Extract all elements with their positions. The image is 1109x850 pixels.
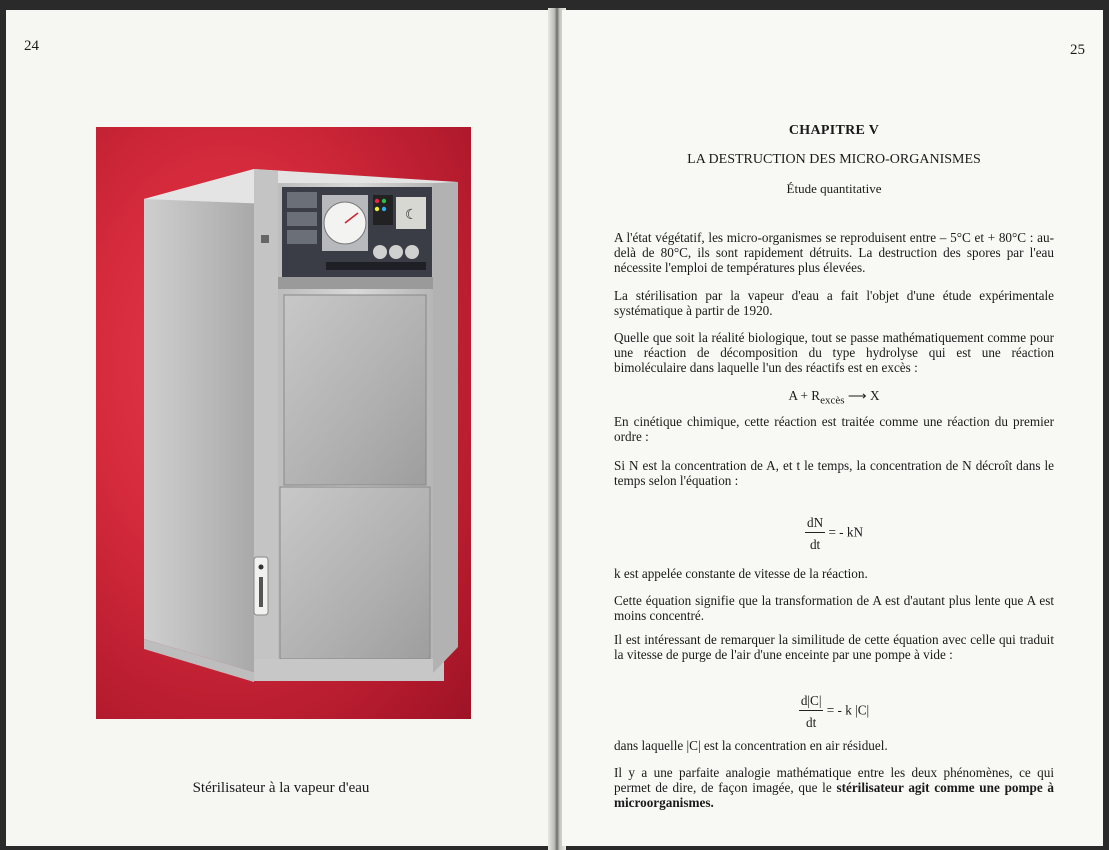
paragraph: A l'état végétatif, les micro-organismes se reproduisent entre – 5°C et + 80°C : au-delà de 80°C, ils sont rapidement détruits. La destruction des spores par l'eau nécessite l'emploi de températures plus élevées. [614, 230, 1054, 275]
paragraph-text: Il y a une parfaite analogie mathématique entre les deux phénomènes, ce qui permet de dire, de façon imagée, que le [614, 765, 1054, 795]
eq-rhs: = - kN [828, 524, 863, 540]
paragraph: Quelle que soit la réalité biologique, tout se passe mathématiquement comme pour une réaction de décomposition du type hydrolyse qui est une réaction bimoléculaire dans laquelle l'un des réactifs est en excès : [614, 330, 1054, 375]
paragraph: En cinétique chimique, cette réaction est traitée comme une réaction du premier ordre : [614, 414, 1054, 444]
fraction-denominator: dt [809, 537, 821, 552]
right-page [562, 10, 1103, 846]
equation-reaction [614, 388, 1054, 409]
paragraph: Il est intéressant de remarquer la similitude de cette équation avec celle qui traduit la vitesse de purge de l'air d'une enceinte par une pompe à vide : [614, 632, 1054, 662]
left-page [6, 10, 556, 846]
fraction-numerator: dN [805, 515, 825, 533]
eq-rhs: = - k |C| [826, 702, 870, 718]
chapter-heading: CHAPITRE V [788, 123, 880, 138]
figure-caption: Stérilisateur à la vapeur d'eau [192, 780, 370, 796]
eq-subscript: excès [820, 394, 845, 407]
sterilizer-photo [96, 127, 471, 719]
paragraph [614, 765, 1054, 810]
page-number: 25 [1070, 42, 1085, 58]
reaction-arrow-icon: ⟶ [847, 388, 867, 403]
eq-left: A + R [788, 388, 821, 403]
fraction-denominator: dt [806, 715, 817, 730]
fraction [799, 693, 824, 730]
chapter-title: LA DESTRUCTION DES MICRO-ORGANISMES [687, 152, 981, 167]
paragraph: Si N est la concentration de A, et t le temps, la concentration de N décroît dans le temps selon l'équation : [614, 458, 1054, 488]
fraction-numerator: d|C| [799, 693, 824, 711]
paragraph: dans laquelle |C| est la concentration en air résiduel. [614, 738, 888, 753]
eq-right: X [870, 388, 880, 403]
paragraph: Cette équation signifie que la transformation de A est d'autant plus lente que A est moins concentré. [614, 593, 1054, 623]
equation-purge [614, 693, 1054, 730]
fraction [805, 515, 825, 552]
paragraph: k est appelée constante de vitesse de la réaction. [614, 566, 868, 581]
steam-sterilizer-illustration [96, 127, 471, 719]
paragraph: La stérilisation par la vapeur d'eau a fait l'objet d'une étude expérimentale systématique à partir de 1920. [614, 288, 1054, 318]
chapter-subtitle: Étude quantitative [786, 181, 882, 196]
svg-text:☾: ☾ [405, 207, 418, 223]
paragraph-emphasis: stérilisateur agit comme une pompe à microorganismes. [614, 780, 1054, 810]
equation-rate [614, 515, 1054, 552]
page-number: 24 [24, 38, 39, 54]
